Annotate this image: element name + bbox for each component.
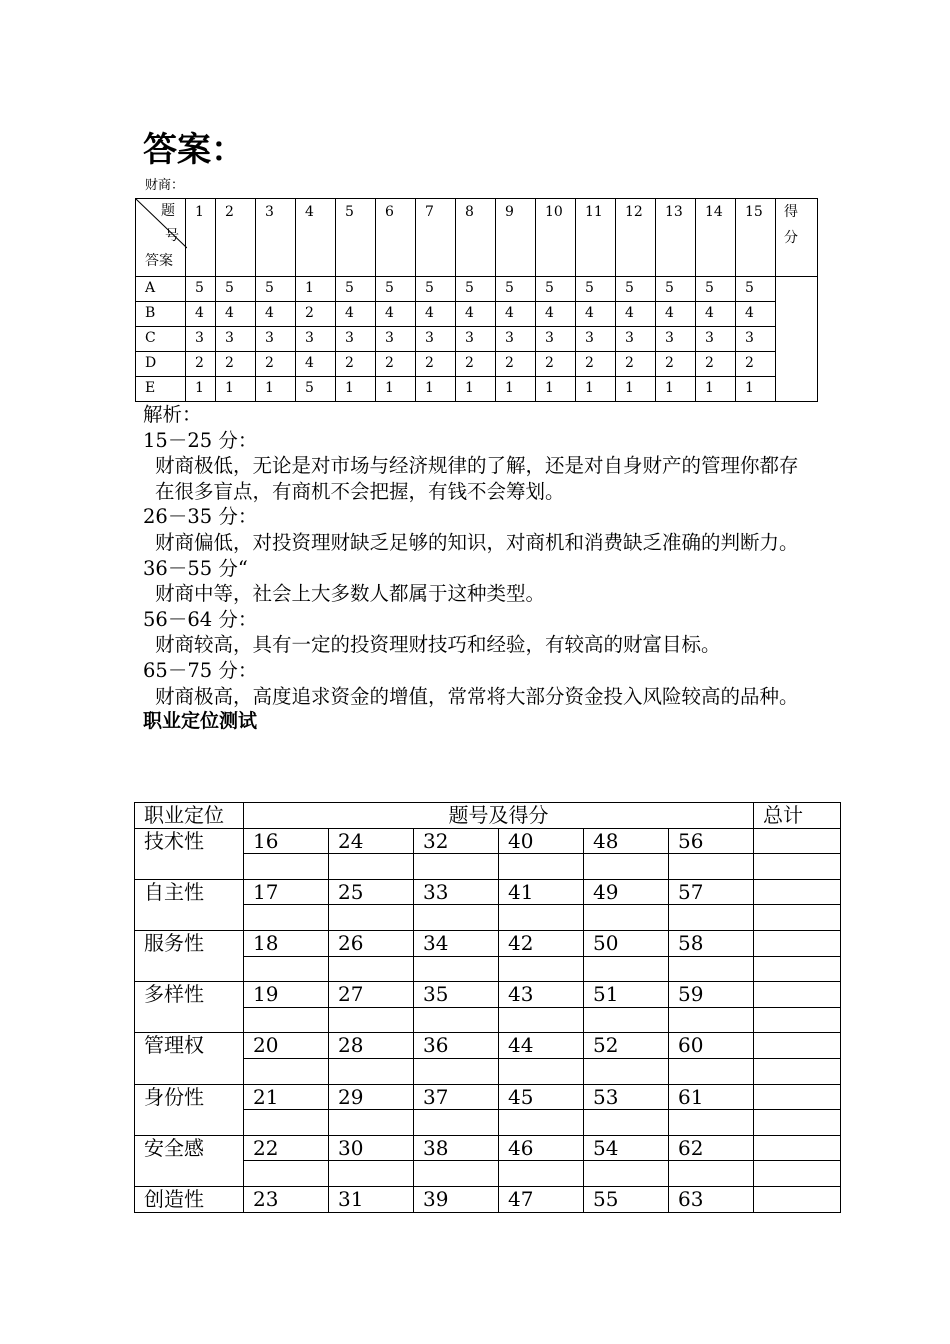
score-entry-cell	[669, 854, 754, 880]
answer-row-a	[136, 277, 818, 302]
score-value-cell: 4	[736, 302, 776, 327]
score-value-cell: 3	[576, 327, 616, 352]
score-value-cell: 3	[616, 327, 656, 352]
question-number-cell: 41	[499, 879, 584, 905]
score-entry-cell	[244, 1007, 329, 1033]
question-number-7: 7	[416, 199, 456, 277]
score-value-cell: 1	[536, 377, 576, 402]
total-cell	[754, 982, 841, 1008]
score-value-cell: 5	[656, 277, 696, 302]
score-entry-cell	[414, 956, 499, 982]
score-value-cell: 4	[456, 302, 496, 327]
score-value-cell: 4	[416, 302, 456, 327]
question-number-cell: 30	[329, 1135, 414, 1161]
score-entry-cell	[584, 1058, 669, 1084]
question-number-cell: 16	[244, 828, 329, 854]
analysis-text-4: 财商较高，具有一定的投资理财技巧和经验，有较高的财富目标。	[155, 633, 721, 657]
score-value-cell: 1	[216, 377, 256, 402]
score-value-cell: 1	[696, 377, 736, 402]
score-value-cell: 1	[296, 277, 336, 302]
score-value-cell: 3	[736, 327, 776, 352]
question-number-cell: 18	[244, 930, 329, 956]
score-entry-cell	[329, 1007, 414, 1033]
score-value-cell: 1	[456, 377, 496, 402]
question-number-cell: 36	[414, 1033, 499, 1059]
question-number-cell: 56	[669, 828, 754, 854]
total-cell	[754, 1007, 841, 1033]
score-value-cell: 5	[696, 277, 736, 302]
page-title: 答案：	[143, 130, 245, 170]
question-number-cell: 58	[669, 930, 754, 956]
score-value-cell: 5	[296, 377, 336, 402]
question-number-10: 10	[536, 199, 576, 277]
question-number-cell: 29	[329, 1084, 414, 1110]
answer-option-label: C	[136, 327, 186, 352]
score-value-cell: 5	[616, 277, 656, 302]
score-value-cell: 4	[536, 302, 576, 327]
question-number-cell: 35	[414, 982, 499, 1008]
score-entry-cell	[584, 956, 669, 982]
question-number-cell: 25	[329, 879, 414, 905]
score-value-cell: 4	[186, 302, 216, 327]
score-value-cell: 3	[336, 327, 376, 352]
score-value-cell: 4	[376, 302, 416, 327]
career-type-label: 服务性	[135, 930, 244, 981]
score-value-cell: 5	[376, 277, 416, 302]
score-entry-cell	[499, 1161, 584, 1187]
score-value-cell: 5	[256, 277, 296, 302]
score-value-cell: 4	[216, 302, 256, 327]
score-value-cell: 4	[656, 302, 696, 327]
answer-option-label: A	[136, 277, 186, 302]
question-number-cell: 27	[329, 982, 414, 1008]
total-cell	[754, 1110, 841, 1136]
question-number-cell: 38	[414, 1135, 499, 1161]
question-number-cell: 37	[414, 1084, 499, 1110]
score-entry-cell	[329, 956, 414, 982]
analysis-text-1: 财商极低，无论是对市场与经济规律的了解，还是对自身财产的管理你都存在很多盲点，有商机不会把握，有钱不会筹划。	[155, 454, 799, 503]
score-entry-cell	[584, 905, 669, 931]
score-value-cell: 5	[216, 277, 256, 302]
question-number-cell: 49	[584, 879, 669, 905]
analysis-text-3: 财商中等，社会上大多数人都属于这种类型。	[155, 582, 546, 606]
score-entry-cell	[669, 956, 754, 982]
answer-option-label: D	[136, 352, 186, 377]
score-value-cell: 1	[616, 377, 656, 402]
analysis-heading: 解析：	[143, 403, 202, 426]
score-entry-cell	[414, 1110, 499, 1136]
question-number-cell: 39	[414, 1186, 499, 1212]
question-number-cell: 28	[329, 1033, 414, 1059]
score-entry-cell	[414, 905, 499, 931]
diagonal-header-question: 题	[161, 203, 175, 219]
total-cell	[754, 1186, 841, 1212]
score-value-cell: 5	[536, 277, 576, 302]
score-value-cell: 4	[296, 352, 336, 377]
score-value-cell: 2	[216, 352, 256, 377]
question-number-cell: 44	[499, 1033, 584, 1059]
answer-row-e	[136, 377, 818, 402]
question-number-cell: 60	[669, 1033, 754, 1059]
score-value-cell: 3	[496, 327, 536, 352]
question-number-5: 5	[336, 199, 376, 277]
career-type-label: 身份性	[135, 1084, 244, 1135]
score-value-cell: 1	[736, 377, 776, 402]
career-row-numbers	[135, 828, 841, 854]
analysis-range-5: 65－75 分：	[143, 658, 258, 682]
score-entry-cell	[499, 956, 584, 982]
question-number-8: 8	[456, 199, 496, 277]
score-entry-cell	[499, 1110, 584, 1136]
score-value-cell: 4	[256, 302, 296, 327]
score-entry-cell	[414, 1161, 499, 1187]
score-entry-cell	[244, 956, 329, 982]
score-header	[776, 199, 818, 277]
career-table-header-row	[135, 803, 841, 829]
question-number-cell: 32	[414, 828, 499, 854]
answer-table-header-row	[136, 199, 818, 277]
score-value-cell: 4	[576, 302, 616, 327]
score-value-cell: 1	[256, 377, 296, 402]
question-number-13: 13	[656, 199, 696, 277]
score-value-cell: 2	[376, 352, 416, 377]
question-number-11: 11	[576, 199, 616, 277]
score-value-cell: 4	[696, 302, 736, 327]
question-number-cell: 26	[329, 930, 414, 956]
question-number-cell: 22	[244, 1135, 329, 1161]
score-value-cell: 2	[256, 352, 296, 377]
score-entry-cell	[499, 854, 584, 880]
question-number-cell: 34	[414, 930, 499, 956]
total-cell	[754, 854, 841, 880]
career-row-numbers	[135, 1135, 841, 1161]
total-cell	[754, 1135, 841, 1161]
header-total: 总计	[754, 803, 841, 829]
score-value-cell: 5	[736, 277, 776, 302]
score-total-cell	[776, 277, 818, 402]
score-entry-cell	[244, 1161, 329, 1187]
score-value-cell: 1	[336, 377, 376, 402]
score-value-cell: 2	[696, 352, 736, 377]
score-entry-cell	[414, 1058, 499, 1084]
question-number-cell: 46	[499, 1135, 584, 1161]
score-value-cell: 3	[456, 327, 496, 352]
question-number-cell: 24	[329, 828, 414, 854]
question-number-cell: 48	[584, 828, 669, 854]
score-entry-cell	[499, 905, 584, 931]
career-type-label: 创造性	[135, 1186, 244, 1212]
score-entry-cell	[669, 1161, 754, 1187]
career-row-numbers	[135, 879, 841, 905]
score-entry-cell	[244, 905, 329, 931]
career-row-numbers	[135, 1084, 841, 1110]
question-number-14: 14	[696, 199, 736, 277]
score-entry-cell	[329, 1058, 414, 1084]
question-number-4: 4	[296, 199, 336, 277]
analysis-text-2: 财商偏低，对投资理财缺乏足够的知识，对商机和消费缺乏准确的判断力。	[155, 530, 799, 554]
question-number-cell: 33	[414, 879, 499, 905]
question-number-cell: 40	[499, 828, 584, 854]
answer-row-d	[136, 352, 818, 377]
score-entry-cell	[329, 1161, 414, 1187]
career-type-label: 多样性	[135, 982, 244, 1033]
score-entry-cell	[584, 1110, 669, 1136]
career-row-numbers	[135, 982, 841, 1008]
score-value-cell: 2	[456, 352, 496, 377]
header-question-score: 题号及得分	[244, 803, 754, 829]
score-value-cell: 3	[256, 327, 296, 352]
question-number-15: 15	[736, 199, 776, 277]
score-value-cell: 5	[496, 277, 536, 302]
question-number-1: 1	[186, 199, 216, 277]
score-value-cell: 2	[186, 352, 216, 377]
total-cell	[754, 956, 841, 982]
score-header-char-1: 得	[784, 204, 798, 220]
score-entry-cell	[329, 854, 414, 880]
score-value-cell: 4	[496, 302, 536, 327]
total-cell	[754, 1084, 841, 1110]
career-test-title: 职业定位测试	[143, 710, 258, 733]
diagonal-header-cell	[136, 199, 186, 277]
score-value-cell: 3	[376, 327, 416, 352]
career-type-label: 自主性	[135, 879, 244, 930]
answer-row-c	[136, 327, 818, 352]
score-value-cell: 5	[186, 277, 216, 302]
score-value-cell: 2	[336, 352, 376, 377]
question-number-cell: 19	[244, 982, 329, 1008]
score-value-cell: 2	[416, 352, 456, 377]
score-value-cell: 1	[376, 377, 416, 402]
analysis-range-1: 15－25 分：	[143, 428, 258, 452]
question-number-cell: 17	[244, 879, 329, 905]
score-value-cell: 1	[496, 377, 536, 402]
total-cell	[754, 1161, 841, 1187]
answer-option-label: E	[136, 377, 186, 402]
diagonal-header-answer: 答案	[145, 253, 173, 269]
score-value-cell: 5	[416, 277, 456, 302]
career-positioning-table	[134, 802, 841, 1213]
total-cell	[754, 1033, 841, 1059]
total-cell	[754, 1058, 841, 1084]
score-value-cell: 2	[736, 352, 776, 377]
question-number-9: 9	[496, 199, 536, 277]
question-number-cell: 47	[499, 1186, 584, 1212]
question-number-cell: 42	[499, 930, 584, 956]
analysis-section	[143, 402, 815, 735]
score-value-cell: 1	[656, 377, 696, 402]
score-entry-cell	[414, 854, 499, 880]
score-value-cell: 3	[416, 327, 456, 352]
score-entry-cell	[244, 854, 329, 880]
question-number-cell: 62	[669, 1135, 754, 1161]
score-entry-cell	[584, 854, 669, 880]
answer-option-label: B	[136, 302, 186, 327]
question-number-cell: 21	[244, 1084, 329, 1110]
question-number-cell: 59	[669, 982, 754, 1008]
score-value-cell: 1	[186, 377, 216, 402]
analysis-range-2: 26－35 分：	[143, 505, 258, 529]
score-entry-cell	[329, 1110, 414, 1136]
career-type-label: 技术性	[135, 828, 244, 879]
score-entry-cell	[244, 1110, 329, 1136]
score-value-cell: 3	[696, 327, 736, 352]
analysis-range-4: 56－64 分：	[143, 607, 258, 631]
score-entry-cell	[329, 905, 414, 931]
section-label: 财商：	[145, 178, 185, 193]
score-value-cell: 2	[496, 352, 536, 377]
question-number-12: 12	[616, 199, 656, 277]
analysis-text-5: 财商极高，高度追求资金的增值，常常将大部分资金投入风险较高的品种。	[155, 684, 799, 708]
header-career-position: 职业定位	[135, 803, 244, 829]
total-cell	[754, 905, 841, 931]
question-number-cell: 43	[499, 982, 584, 1008]
question-number-3: 3	[256, 199, 296, 277]
analysis-range-3: 36－55 分“	[143, 556, 248, 580]
diagonal-header-number: 号	[165, 228, 179, 244]
score-entry-cell	[669, 1007, 754, 1033]
score-value-cell: 5	[456, 277, 496, 302]
question-number-cell: 54	[584, 1135, 669, 1161]
score-value-cell: 4	[616, 302, 656, 327]
question-number-cell: 52	[584, 1033, 669, 1059]
score-entry-cell	[669, 905, 754, 931]
score-value-cell: 1	[576, 377, 616, 402]
question-number-cell: 61	[669, 1084, 754, 1110]
total-cell	[754, 879, 841, 905]
total-cell	[754, 828, 841, 854]
score-entry-cell	[669, 1110, 754, 1136]
score-value-cell: 3	[186, 327, 216, 352]
score-entry-cell	[244, 1058, 329, 1084]
answer-row-b	[136, 302, 818, 327]
question-number-cell: 31	[329, 1186, 414, 1212]
score-value-cell: 5	[336, 277, 376, 302]
question-number-cell: 51	[584, 982, 669, 1008]
score-value-cell: 2	[536, 352, 576, 377]
career-row-numbers	[135, 1033, 841, 1059]
question-number-cell: 45	[499, 1084, 584, 1110]
score-value-cell: 3	[656, 327, 696, 352]
score-value-cell: 2	[616, 352, 656, 377]
question-number-cell: 55	[584, 1186, 669, 1212]
score-header-char-2: 分	[784, 230, 798, 246]
career-row-numbers	[135, 930, 841, 956]
question-number-cell: 20	[244, 1033, 329, 1059]
score-value-cell: 5	[576, 277, 616, 302]
question-number-cell: 63	[669, 1186, 754, 1212]
question-number-cell: 53	[584, 1084, 669, 1110]
total-cell	[754, 930, 841, 956]
question-number-cell: 50	[584, 930, 669, 956]
score-entry-cell	[499, 1058, 584, 1084]
score-value-cell: 4	[336, 302, 376, 327]
career-row-numbers	[135, 1186, 841, 1212]
question-number-2: 2	[216, 199, 256, 277]
score-value-cell: 3	[536, 327, 576, 352]
career-type-label: 安全感	[135, 1135, 244, 1186]
answer-score-table	[135, 198, 818, 402]
score-value-cell: 1	[416, 377, 456, 402]
score-entry-cell	[414, 1007, 499, 1033]
score-value-cell: 2	[576, 352, 616, 377]
score-value-cell: 3	[296, 327, 336, 352]
question-number-cell: 57	[669, 879, 754, 905]
score-value-cell: 2	[296, 302, 336, 327]
score-entry-cell	[669, 1058, 754, 1084]
score-value-cell: 3	[216, 327, 256, 352]
score-entry-cell	[584, 1161, 669, 1187]
question-number-cell: 23	[244, 1186, 329, 1212]
score-entry-cell	[584, 1007, 669, 1033]
career-type-label: 管理权	[135, 1033, 244, 1084]
question-number-6: 6	[376, 199, 416, 277]
score-value-cell: 2	[656, 352, 696, 377]
score-entry-cell	[499, 1007, 584, 1033]
